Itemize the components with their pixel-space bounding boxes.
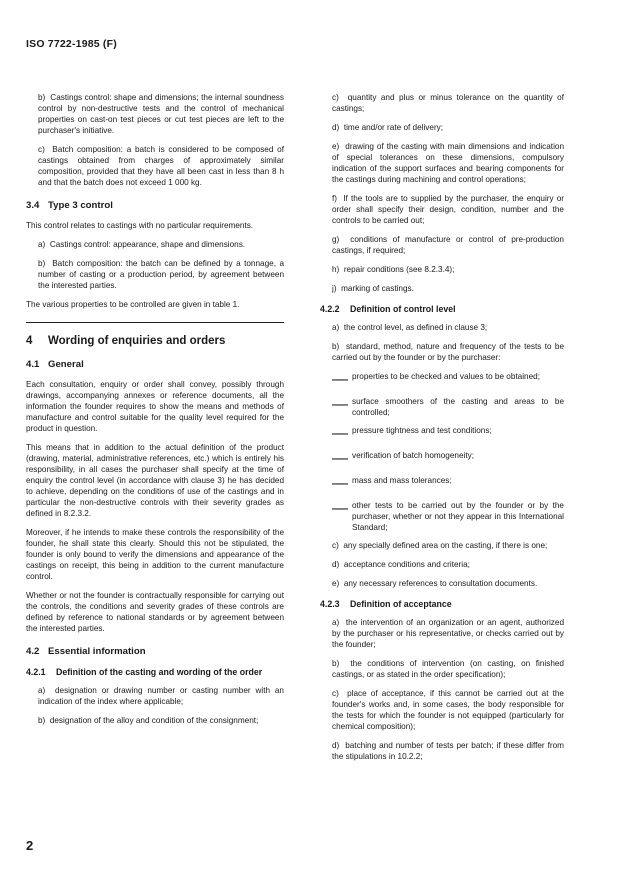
heading-4-2-2 (320, 304, 564, 314)
item-b-castings-control: b) Castings control: shape and dimensions; the internal soundness control by non-destructive tests and the control of mechanical properties on cast-on test pieces or cut test pieces are left to the purchaser's initiative. (38, 93, 284, 135)
heading-4-2-3 (320, 599, 564, 609)
section-title: Wording of enquiries and orders (48, 335, 226, 347)
section-number: 4.2.1 (26, 667, 46, 677)
table-reference: The various properties to be controlled are given in table 1. (26, 300, 240, 309)
section-title: Essential information (48, 646, 146, 657)
dash-mark: — (332, 450, 348, 467)
item-421-a: a) designation or drawing number or casting number with an indication of the index where applicable; (38, 686, 284, 706)
general-paragraph-4: Whether or not the founder is contractually responsible for carrying out the controls, the conditions and severity grades of these controls are defined by reference to national standards or by agreement between the interested parties. (26, 591, 284, 633)
item-c-quantity: c) quantity and plus or minus tolerance on the quantity of castings; (332, 93, 564, 113)
item-423-d: d) batching and number of tests per batch; if these differ from the stipulations in 10.2.2; (332, 741, 564, 761)
section-number: 3.4 (26, 200, 40, 211)
section-title: Definition of acceptance (350, 599, 452, 609)
dash-item (320, 500, 564, 533)
section-title: Definition of the casting and wording of the order (56, 667, 263, 677)
item-423-a: a) the intervention of an organization or an agent, authorized by the purchaser or his representative, or checks carried out by the founder; (332, 618, 564, 649)
item-h-repair: h) repair conditions (see 8.2.3.4); (332, 265, 455, 274)
item-j-marking: j) marking of castings. (332, 284, 414, 293)
general-paragraph-2: This means that in addition to the actual definition of the product (drawing, material, administrative references, etc.) which is entirely his responsibility, in all cases the purchaser shall specify at the time of enquiry the control level (in accordance with clause 3) he has decided to achieve, depending on the conditions of use of the castings and in particular the non-destructive controls with their severity grades as defined in 8.2.3.2. (26, 443, 284, 518)
section-number: 4.2.3 (320, 599, 340, 609)
heading-4 (26, 335, 284, 347)
section-divider (26, 322, 284, 323)
dash-item (320, 396, 564, 418)
heading-3-4 (26, 200, 284, 211)
dash-mark: — (332, 475, 348, 492)
dash-text: surface smoothers of the casting and areas to be controlled; (352, 397, 564, 417)
heading-4-1 (26, 359, 284, 370)
dash-text: properties to be checked and values to be obtained; (352, 372, 540, 381)
item-c-batch-composition: c) Batch composition: a batch is considered to be composed of castings obtained from charges of approximately similar composition, provided that they have all been cast in less than 8 h and that the batch does not exceed 1 000 kg. (38, 145, 284, 187)
item-b-batch-composition: b) Batch composition: the batch can be defined by a tonnage, a number of casting or a production period, by agreement between the interested parties. (38, 259, 284, 290)
left-column (26, 92, 284, 734)
item-423-b: b) the conditions of intervention (on casting, on finished castings, or as stated in the order specification); (332, 659, 564, 679)
dash-item (320, 425, 564, 443)
right-column (320, 92, 564, 770)
item-f-tools: f) If the tools are to supplied by the purchaser, the enquiry or order shall specify their design, condition, number and the controls to be carried out; (332, 194, 564, 225)
dash-mark: — (332, 396, 348, 413)
general-paragraph-3: Moreover, if he intends to make these controls the responsibility of the founder, he shall state this clearly. Should this not be stipulated, the founder is only bound to verify the dimensions and appearance of the castings on receipt, this being in addition to the current manufacture control. (26, 528, 284, 581)
dash-mark: — (332, 371, 348, 388)
dash-item (320, 450, 564, 468)
page-number: 2 (26, 838, 34, 853)
dash-text: other tests to be carried out by the founder or by the purchaser, whether or not they appear in this International Standard; (352, 501, 564, 532)
document-header: ISO 7722-1985 (F) (26, 38, 117, 50)
item-422-a: a) the control level, as defined in clause 3; (332, 323, 488, 332)
section-number: 4.2.2 (320, 304, 340, 314)
dash-mark: — (332, 425, 348, 442)
dash-mark: — (332, 500, 348, 517)
dash-text: verification of batch homogeneity; (352, 451, 474, 460)
section-number: 4.1 (26, 359, 40, 370)
section-number: 4.2 (26, 646, 40, 657)
item-g-conditions: g) conditions of manufacture or control of pre-production castings, if required; (332, 235, 564, 255)
heading-4-2-1 (26, 667, 284, 677)
section-number: 4 (26, 335, 33, 347)
item-d-time: d) time and/or rate of delivery; (332, 123, 444, 132)
item-422-b: b) standard, method, nature and frequency of the tests to be carried out by the founder or by the purchaser: (332, 342, 564, 362)
item-422-c: c) any specially defined area on the casting, if there is one; (332, 541, 548, 550)
dash-text: mass and mass tolerances; (352, 476, 452, 485)
item-e-drawing: e) drawing of the casting with main dimensions and indication of special tolerances on these dimensions, compulsory indication of the support surfaces and bearing components for the castings during machining and control operations; (332, 142, 564, 184)
item-422-e: e) any necessary references to consultation documents. (332, 579, 538, 588)
section-title: General (48, 359, 84, 370)
section-title: Definition of control level (350, 304, 456, 314)
item-423-c: c) place of acceptance, if this cannot be carried out at the founder's works and, in some cases, the body responsible for the tests for which the founder is not equipped (particularly for chemical composition); (332, 689, 564, 731)
item-421-b: b) designation of the alloy and condition of the consignment; (38, 716, 259, 725)
item-a-castings-control: a) Castings control: appearance, shape and dimensions. (38, 240, 246, 249)
dash-item (320, 371, 564, 389)
type3-intro: This control relates to castings with no particular requirements. (26, 221, 254, 230)
item-422-d: d) acceptance conditions and criteria; (332, 560, 470, 569)
general-paragraph-1: Each consultation, enquiry or order shall convey, possibly through drawings, accompanying annexes or reference documents, all the information the founder requires to show the means and methods of manufacture and control suitable for the quality level required for the product in question. (26, 380, 284, 433)
heading-4-2 (26, 646, 284, 657)
section-title: Type 3 control (48, 200, 113, 211)
dash-item (320, 475, 564, 493)
dash-text: pressure tightness and test conditions; (352, 426, 492, 435)
